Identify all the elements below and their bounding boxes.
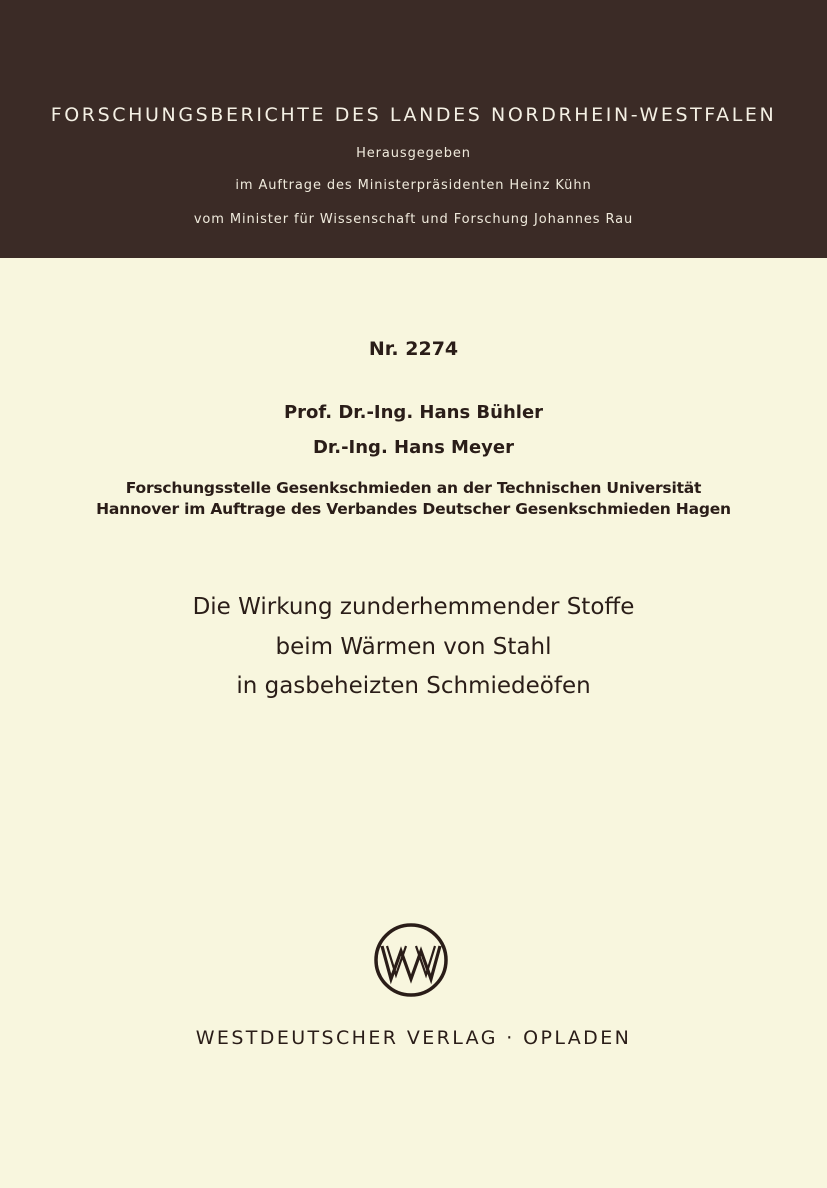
institution-line: Forschungsstelle Gesenkschmieden an der Technischen Universität	[125, 479, 702, 497]
author-name: Dr.-Ing. Hans Meyer	[312, 437, 514, 458]
minister-line: vom Minister für Wissenschaft und Forschung Johannes Rau	[193, 212, 634, 227]
report-number: Nr. 2274	[368, 338, 459, 360]
series-title: FORSCHUNGSBERICHTE DES LANDES NORDRHEIN-WESTFALEN	[50, 104, 777, 126]
institution-line: Hannover im Auftrage des Verbandes Deutscher Gesenkschmieden Hagen	[96, 500, 731, 518]
book-title-line: in gasbeheizten Schmiedeöfen	[236, 673, 591, 699]
header-band	[0, 0, 827, 258]
commission-line: im Auftrage des Ministerpräsidenten Heinz Kühn	[235, 178, 592, 193]
publisher-name: WESTDEUTSCHER VERLAG · OPLADEN	[195, 1027, 632, 1049]
book-title-line: beim Wärmen von Stahl	[275, 634, 552, 660]
editor-line: Herausgegeben	[356, 146, 471, 161]
publisher-ww-logo-icon	[373, 922, 449, 998]
author-name: Prof. Dr.-Ing. Hans Bühler	[283, 402, 544, 423]
book-title-line: Die Wirkung zunderhemmender Stoffe	[192, 594, 635, 620]
